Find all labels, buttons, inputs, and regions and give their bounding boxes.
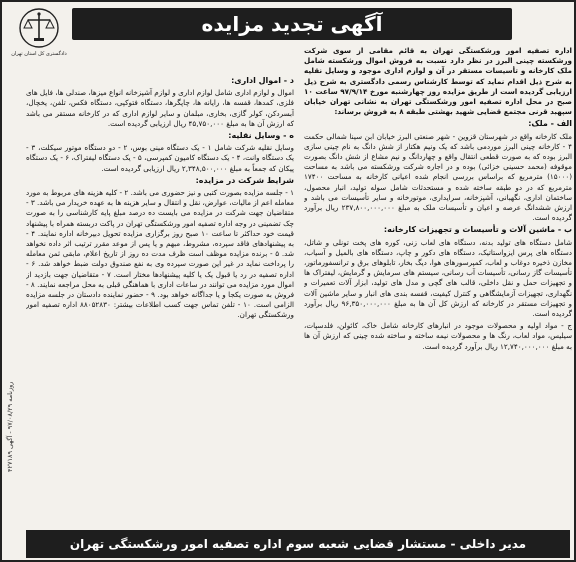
auction-terms-title: شرایط شرکت در مزایده: [195, 175, 294, 185]
machinery-title: ب - ماشین آلات و تأسیسات و تجهیزات کارخانه: [383, 225, 572, 235]
materials-body: ج - مواد اولیه و محصولات موجود در انبارهای کارخانه شامل خاک، کائولن، فلدسپات، سیلیس، مواد لعاب، رنگ ها و محصولات نیمه ساخته و ساخته شده چینی که ارزش آن ها به مبلغ ۱۲,۷۴۰,۰۰۰,۰۰۰ ریال برآورد گردیده است. [304, 321, 572, 351]
header-bar [72, 8, 512, 40]
property-body: ملک کارخانه واقع در شهرستان قزوین - شهر صنعتی البرز خیابان ابن سینا شمالی حکمت ۴ - کارخانه چینی البرز موردمی باشد که یک ونیم هکتار از شش دانگ به نام چینی سازی البرز بوده که به صورت قطعی انتقال واقع و چهاردانگ و نیم مشاع از شش دانگ بصورت موقوفه (محمد حسینی خزائی) بوده و در اجاره شرکت ورشکسته می باشد به مساحت (۱۵۰۰۰) مترمربع که براساس بررسی انجام شده اعیانی کارخانه به مساحت ۱۷۴۰۰ مترمربع که در دو طبقه ساخته شده و مستحدثات شامل سوله تولید، انبار محصول، ساختمان اداری، نگهبانی، آشپزخانه، سرایداری، موتورخانه و سایر تأسیسات می باشد و ارزش ششدانگ عرصه و اعیان و تأسیسات ملک به مبلغ ۲۳۷,۸۰۰,۰۰۰,۰۰۰ ریال برآورد گردیده است. [304, 131, 572, 223]
page-title: آگهی تجدید مزایده [201, 12, 383, 36]
left-column [26, 74, 294, 524]
property-title: الف - ملک: [528, 119, 572, 129]
logo-caption: دادگستری کل استان تهران [11, 51, 67, 57]
office-assets-title: د - اموال اداری: [231, 76, 294, 85]
office-assets-body: اموال و لوازم اداری شامل لوازم اداری و لوازم آشپزخانه انواع میزها، صندلی ها، فایل های فلزی، کمدها، قفسه ها، رایانه ها، چاپگرها، دستگاه فتوکپی، دستگاه فکس، تلفن، یخچال، آبسردکن، کولر گازی، بخاری، مبلمان و سایر لوازم اداری که در کارخانه مستقر می باشد که ارزش آن ها به مبلغ ۴۵,۷۵۰,۰۰۰ ریال ارزیابی گردیده است. [26, 88, 294, 128]
auction-terms-body: ۱ - جلسه مزایده بصورت کتبی و نیز حضوری می باشد. ۲ - کلیه هزینه های مربوط به مورد معامله اعم از مالیات، عوارض، نقل و انتقال و سایر هزینه ها به عهده خریدار می باشد. ۳ - متقاضیان جهت شرکت در مزایده می بایست ده درصد مبلغ پایه کارشناسی را به صورت چک تضمینی در وجه اداره تصفیه امور ورشکستگی تهران در پاکت دربسته همراه با پیشنهاد قیمت خود حداکثر تا ساعت ۱۰ صبح روز برگزاری مزایده تحویل دبیرخانه اداره نمایند. ۴ - به پیشنهادهای فاقد سپرده، مشروط، مبهم و یا پس از موعد مقرر ترتیب اثر داده نخواهد شد. ۵ - برنده مزایده موظف است ظرف مدت ده روز از تاریخ اعلام، مابقی ثمن معامله را پرداخت نماید در غیر این صورت سپرده وی به نفع صندوق دولت ضبط خواهد شد. ۶ - اداره تصفیه در رد یا قبول یک یا کلیه پیشنهادها مختار است. ۷ - متقاضیان جهت بازدید از اموال مورد مزایده می توانند در ساعات اداری با هماهنگی قبلی به محل مراجعه نمایند. ۸ - فروش به صورت یکجا و یا جداگانه خواهد بود. ۹ - حضور نماینده دادستان در جلسه مزایده الزامی است. ۱۰ - تلفن تماس جهت کسب اطلاعات بیشتر: ۸۸۰۵۲۸۳۰ اداره تصفیه امور ورشکستگی تهران. [26, 188, 294, 320]
vehicles-title: ه - وسایل نقلیه: [228, 131, 294, 141]
ad-body [26, 44, 572, 524]
footer-signature: مدیر داخلی - مستشار قضایی شعبه سوم اداره تصفیه امور ورشکستگی تهران [69, 537, 527, 551]
intro-paragraph: اداره تصفیه امور ورشکستگی تهران به قائم مقامی از سوی شرکت ورشکسته چینی البرز در نظر دارد نسبت به فروش اموال ورشکسته شامل ملک کارخانه و تأسیسات مستقر در آن و لوازم اداری موجود و وسایل نقلیه به شرح ذیل اقدام نماید که توسط کارشناس رسمی دادگستری به شرح ذیل ارزیابی گردیده است از طریق مزایده روز چهارشنبه مورخ ۹۷/۹/۱۴ ساعت ۱۰ صبح در محل اداره تصفیه امور ورشکستگی تهران به نشانی تهران خیابان سپهبد قرنی مجتمع قضایی شهید بهشتی طبقه ۸ به فروش برساند: [304, 46, 572, 117]
right-column [304, 46, 572, 524]
machinery-body: شامل دستگاه های تولید بدنه، دستگاه های لعاب زنی، کوره های پخت تونلی و شاتل، دستگاه های پرس ایزواستاتیک، دستگاه های دکور و چاپ، دستگاه های بالمیل و آسیاب، مخازن ذخیره دوغاب و لعاب، کمپرسورهای هوا، دیگ بخار، تابلوهای برق و ترانسفورماتور، تأسیسات گاز رسانی، تأسیسات آب رسانی، سیستم های سرمایش و گرمایش، لیفتراک ها و تجهیزات حمل و نقل داخلی، قالب های گچی و مدل های تولید، ابزار آلات تعمیرات و نگهداری، تجهیزات آزمایشگاهی و کنترل کیفیت، قفسه بندی های انبار و سایر ماشین آلات و تجهیزات مستقر در کارخانه که ارزش کل آن ها به مبلغ ۹۶,۳۵۰,۰۰۰,۰۰۰ ریال برآورد گردیده است. [304, 237, 572, 319]
side-print-code: روزنامه ۹۷/۰۸/۲۹ - آگهی ۴۲۷۱۸۹ [6, 381, 14, 473]
footer-bar [26, 530, 570, 558]
vehicles-body: وسایل نقلیه شرکت شامل ۱ - یک دستگاه مینی بوس، ۲ - دو دستگاه موتور سیکلت، ۳ - یک دستگاه وانت، ۴ - یک دستگاه کامیون کمپرسی، ۵ - یک دستگاه لیفتراک، ۶ - یک دستگاه پیکان که جمعاً به مبلغ ۲,۳۴۸,۵۰۰,۰۰۰ ریال ارزیابی گردیده است. [26, 143, 294, 173]
